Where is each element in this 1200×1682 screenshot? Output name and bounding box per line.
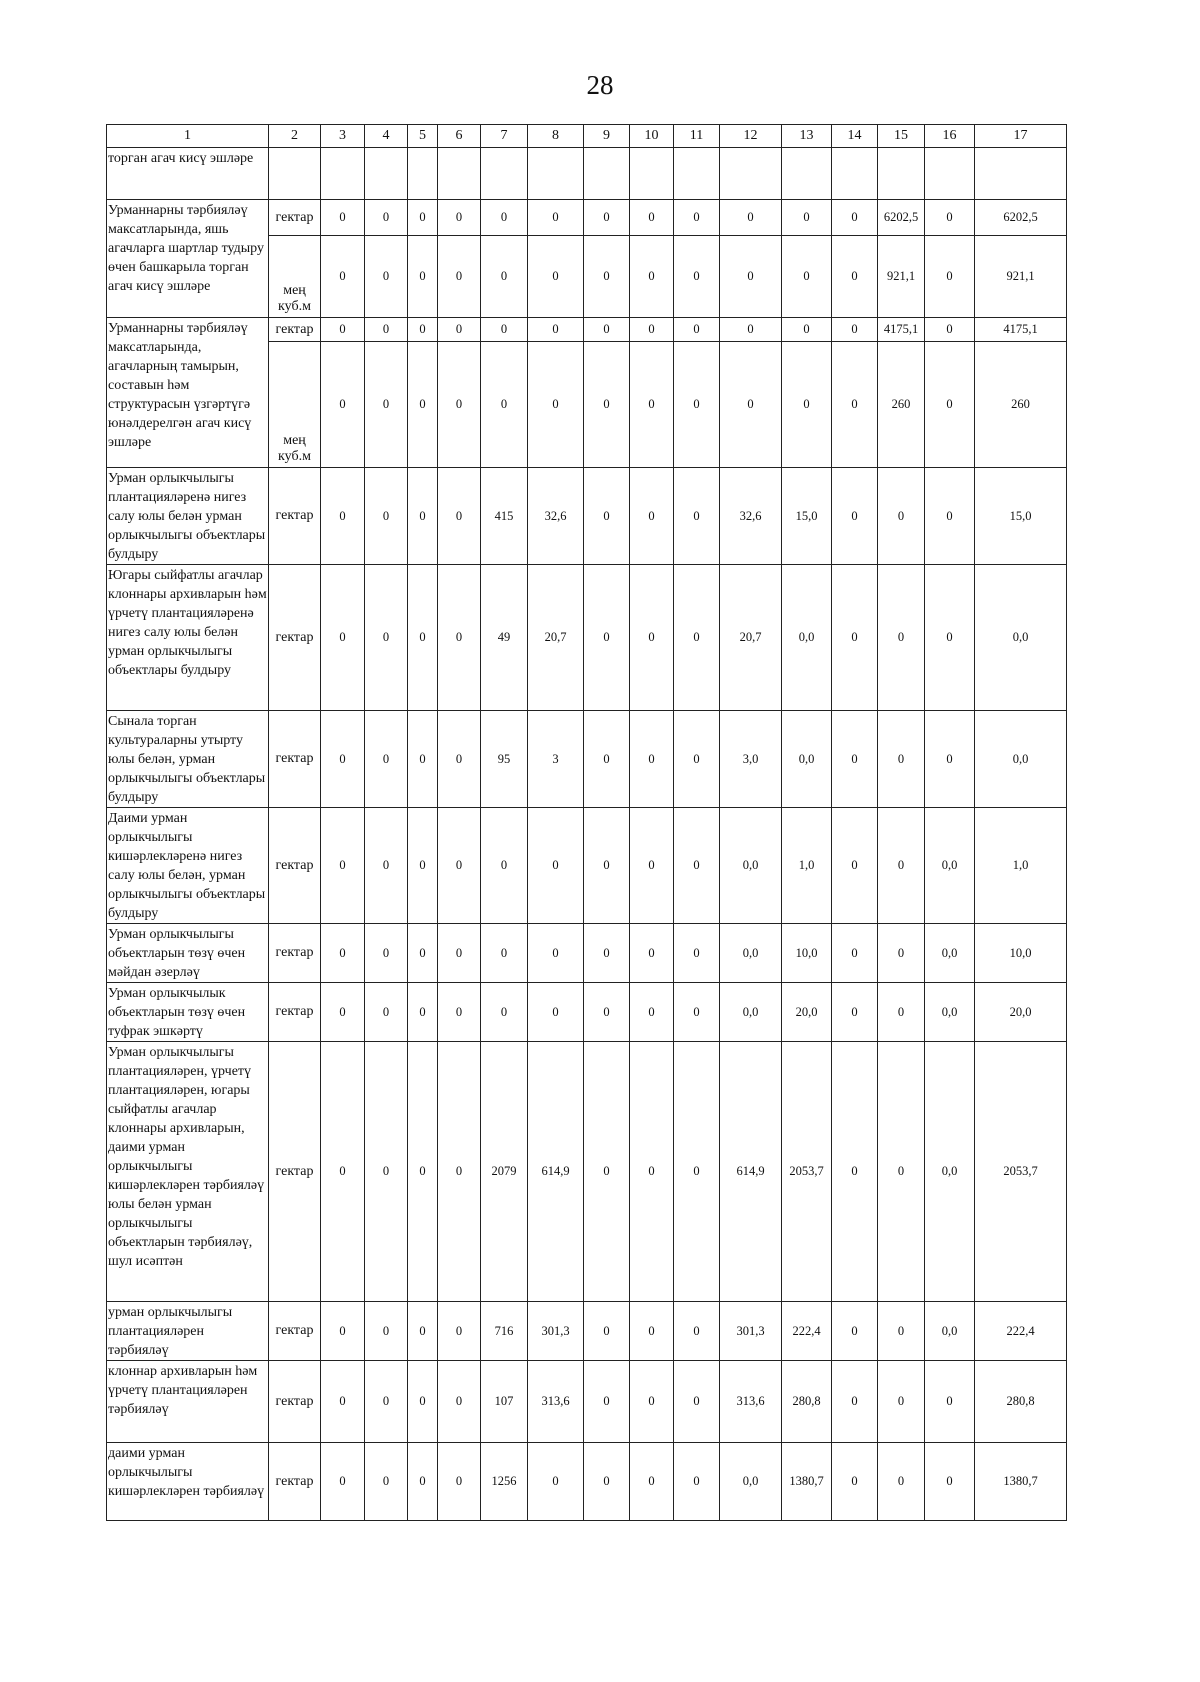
value-cell: 10,0 [975, 924, 1067, 983]
value-cell: 0 [630, 236, 674, 318]
value-cell: 1380,7 [975, 1443, 1067, 1521]
unit-cell: гектар [269, 318, 321, 342]
value-cell [878, 148, 925, 200]
value-cell: 0 [481, 983, 528, 1042]
value-cell: 0 [321, 924, 365, 983]
value-cell: 0 [408, 565, 438, 711]
value-cell [720, 148, 782, 200]
value-cell: 0 [832, 565, 878, 711]
value-cell: 0 [674, 342, 720, 468]
unit-cell: мең куб.м [269, 342, 321, 468]
value-cell: 0 [674, 1302, 720, 1361]
value-cell: 0 [720, 318, 782, 342]
unit-cell [269, 148, 321, 200]
value-cell: 0 [832, 808, 878, 924]
value-cell: 0 [321, 1443, 365, 1521]
value-cell: 0 [438, 318, 481, 342]
value-cell: 0 [782, 342, 832, 468]
value-cell: 0 [365, 1443, 408, 1521]
value-cell: 0 [630, 983, 674, 1042]
value-cell: 0 [481, 924, 528, 983]
value-cell: 0 [832, 236, 878, 318]
header-cell: 8 [528, 125, 584, 148]
value-cell: 0 [674, 1361, 720, 1443]
unit-cell: гектар [269, 924, 321, 983]
unit-cell: гектар [269, 1361, 321, 1443]
value-cell: 1,0 [975, 808, 1067, 924]
table-row [107, 1443, 1067, 1521]
value-cell: 0 [321, 711, 365, 808]
table-row [107, 318, 1067, 342]
value-cell: 1,0 [782, 808, 832, 924]
value-cell: 10,0 [782, 924, 832, 983]
value-cell: 0 [832, 1302, 878, 1361]
value-cell: 0 [481, 342, 528, 468]
value-cell: 0 [408, 1302, 438, 1361]
table-row [107, 983, 1067, 1042]
unit-cell: гектар [269, 1443, 321, 1521]
value-cell: 0,0 [925, 983, 975, 1042]
value-cell: 0 [584, 318, 630, 342]
value-cell: 0 [720, 200, 782, 236]
value-cell: 0 [321, 468, 365, 565]
value-cell: 0 [674, 1443, 720, 1521]
value-cell: 301,3 [720, 1302, 782, 1361]
value-cell: 0 [584, 924, 630, 983]
header-cell: 7 [481, 125, 528, 148]
value-cell: 0 [925, 565, 975, 711]
value-cell: 0 [878, 983, 925, 1042]
header-cell: 3 [321, 125, 365, 148]
value-cell [782, 148, 832, 200]
row-description: клоннар архивларын һәм үрчетү плантацияләрен тәрбияләү [107, 1361, 269, 1443]
value-cell: 0,0 [720, 1443, 782, 1521]
value-cell: 0 [321, 1361, 365, 1443]
value-cell [321, 148, 365, 200]
unit-cell: гектар [269, 983, 321, 1042]
value-cell: 0 [321, 318, 365, 342]
value-cell: 0 [365, 236, 408, 318]
value-cell: 0 [630, 565, 674, 711]
value-cell: 0 [528, 318, 584, 342]
value-cell: 0 [528, 1443, 584, 1521]
header-cell: 14 [832, 125, 878, 148]
value-cell: 716 [481, 1302, 528, 1361]
value-cell: 0 [878, 711, 925, 808]
table-row [107, 468, 1067, 565]
value-cell: 260 [975, 342, 1067, 468]
value-cell: 0 [674, 468, 720, 565]
unit-cell: гектар [269, 1302, 321, 1361]
value-cell: 0 [832, 1042, 878, 1302]
header-cell: 15 [878, 125, 925, 148]
value-cell: 20,7 [720, 565, 782, 711]
value-cell: 0 [674, 808, 720, 924]
unit-cell: мең куб.м [269, 236, 321, 318]
value-cell [584, 148, 630, 200]
row-description: Югары сыйфатлы агачлар клоннары архивларын һәм үрчетү плантацияләренә нигез салу юлы белән урман орлыкчылыгы объектлары булдыру [107, 565, 269, 711]
value-cell: 0 [321, 983, 365, 1042]
value-cell: 0 [674, 711, 720, 808]
value-cell: 0 [438, 342, 481, 468]
value-cell [481, 148, 528, 200]
value-cell: 0 [630, 924, 674, 983]
value-cell: 0,0 [720, 924, 782, 983]
value-cell: 0 [832, 924, 878, 983]
table-row [107, 924, 1067, 983]
value-cell: 0 [584, 200, 630, 236]
value-cell: 0 [438, 983, 481, 1042]
value-cell: 0 [481, 808, 528, 924]
value-cell: 0 [528, 924, 584, 983]
header-cell: 12 [720, 125, 782, 148]
value-cell: 0 [365, 924, 408, 983]
value-cell [438, 148, 481, 200]
table-row [107, 148, 1067, 200]
value-cell: 0 [321, 342, 365, 468]
value-cell: 20,0 [782, 983, 832, 1042]
value-cell: 0 [584, 1302, 630, 1361]
row-description: Урман орлыкчылыгы плантацияләрен, үрчетү плантацияләрен, югары сыйфатлы агачлар клоннары архивларын, даими урман орлыкчылыгы кишәрлекләрен тәрбияләү юлы белән урман орлыкчылыгы объектларын тәрбияләү, шул исәптән [107, 1042, 269, 1302]
value-cell: 15,0 [782, 468, 832, 565]
header-cell: 2 [269, 125, 321, 148]
value-cell: 0 [630, 1443, 674, 1521]
table-row [107, 1042, 1067, 1302]
value-cell: 0 [674, 318, 720, 342]
value-cell: 313,6 [528, 1361, 584, 1443]
value-cell: 0 [321, 565, 365, 711]
value-cell: 0 [630, 1042, 674, 1302]
value-cell: 107 [481, 1361, 528, 1443]
value-cell: 4175,1 [975, 318, 1067, 342]
value-cell: 0 [481, 236, 528, 318]
value-cell: 0,0 [720, 808, 782, 924]
value-cell: 0 [438, 924, 481, 983]
row-description: Урманнарны тәрбияләү максатларында, яшь агачларга шартлар тудыру өчен башкарыла торган агач кисү эшләре [107, 200, 269, 318]
value-cell: 0 [674, 983, 720, 1042]
value-cell: 0,0 [782, 711, 832, 808]
value-cell: 32,6 [528, 468, 584, 565]
value-cell: 0 [925, 342, 975, 468]
header-cell: 10 [630, 125, 674, 148]
value-cell: 0 [832, 711, 878, 808]
row-description: Урман орлыкчылык объектларын төзү өчен туфрак эшкәртү [107, 983, 269, 1042]
value-cell: 0 [584, 1361, 630, 1443]
value-cell: 280,8 [782, 1361, 832, 1443]
value-cell: 0 [321, 200, 365, 236]
value-cell: 0 [365, 318, 408, 342]
value-cell: 0 [408, 318, 438, 342]
value-cell: 0 [720, 342, 782, 468]
value-cell: 0 [674, 236, 720, 318]
header-cell: 13 [782, 125, 832, 148]
value-cell: 0 [782, 236, 832, 318]
value-cell: 0 [925, 1361, 975, 1443]
value-cell: 0 [438, 1042, 481, 1302]
value-cell: 0,0 [925, 1302, 975, 1361]
value-cell: 0 [630, 342, 674, 468]
value-cell: 0 [438, 808, 481, 924]
value-cell: 0 [674, 565, 720, 711]
value-cell: 0,0 [925, 924, 975, 983]
value-cell: 0 [925, 200, 975, 236]
value-cell: 0 [878, 1361, 925, 1443]
value-cell: 0 [925, 318, 975, 342]
value-cell: 0 [782, 200, 832, 236]
value-cell: 2053,7 [975, 1042, 1067, 1302]
value-cell: 0 [584, 236, 630, 318]
value-cell: 313,6 [720, 1361, 782, 1443]
value-cell: 280,8 [975, 1361, 1067, 1443]
header-cell: 17 [975, 125, 1067, 148]
value-cell: 0 [584, 711, 630, 808]
value-cell: 0 [481, 200, 528, 236]
value-cell: 0,0 [975, 711, 1067, 808]
value-cell: 0 [365, 342, 408, 468]
value-cell: 0 [674, 924, 720, 983]
value-cell: 0,0 [975, 565, 1067, 711]
value-cell: 921,1 [975, 236, 1067, 318]
value-cell: 0 [584, 1443, 630, 1521]
table-row [107, 808, 1067, 924]
value-cell: 0 [674, 1042, 720, 1302]
unit-cell: гектар [269, 200, 321, 236]
value-cell: 0 [365, 468, 408, 565]
value-cell: 4175,1 [878, 318, 925, 342]
value-cell: 0 [630, 808, 674, 924]
value-cell: 0 [365, 983, 408, 1042]
value-cell: 0 [408, 1361, 438, 1443]
value-cell [528, 148, 584, 200]
value-cell: 6202,5 [975, 200, 1067, 236]
value-cell: 0 [832, 1361, 878, 1443]
value-cell: 0 [365, 565, 408, 711]
value-cell: 20,7 [528, 565, 584, 711]
value-cell: 0 [408, 808, 438, 924]
value-cell: 0 [584, 1042, 630, 1302]
value-cell: 0 [832, 342, 878, 468]
value-cell [630, 148, 674, 200]
value-cell: 0 [321, 1042, 365, 1302]
value-cell: 0 [438, 1443, 481, 1521]
value-cell: 95 [481, 711, 528, 808]
value-cell: 0 [438, 200, 481, 236]
value-cell: 0 [438, 565, 481, 711]
value-cell: 0 [584, 565, 630, 711]
value-cell: 0 [438, 236, 481, 318]
value-cell: 32,6 [720, 468, 782, 565]
value-cell: 0 [630, 318, 674, 342]
value-cell: 0 [878, 468, 925, 565]
header-cell: 9 [584, 125, 630, 148]
value-cell: 0 [832, 318, 878, 342]
value-cell: 0 [528, 808, 584, 924]
unit-cell: гектар [269, 1042, 321, 1302]
value-cell: 0 [408, 200, 438, 236]
value-cell: 0 [365, 1361, 408, 1443]
value-cell [365, 148, 408, 200]
unit-cell: гектар [269, 808, 321, 924]
row-description: Урманнарны тәрбияләү максатларында, агачларның тамырын, составын һәм структурасын үзгәртүгә юнәлдерелгән агач кисү эшләре [107, 318, 269, 468]
value-cell [674, 148, 720, 200]
value-cell: 15,0 [975, 468, 1067, 565]
value-cell: 0 [782, 318, 832, 342]
value-cell: 0 [584, 808, 630, 924]
value-cell: 0 [720, 236, 782, 318]
value-cell: 0 [630, 1361, 674, 1443]
table-row [107, 1361, 1067, 1443]
value-cell: 0 [584, 468, 630, 565]
value-cell: 0 [408, 924, 438, 983]
value-cell: 0 [408, 1443, 438, 1521]
value-cell: 222,4 [782, 1302, 832, 1361]
row-description: даими урман орлыкчылыгы кишәрлекләрен тәрбияләү [107, 1443, 269, 1521]
value-cell: 260 [878, 342, 925, 468]
value-cell: 0 [365, 711, 408, 808]
value-cell [975, 148, 1067, 200]
value-cell: 0 [630, 200, 674, 236]
value-cell: 20,0 [975, 983, 1067, 1042]
value-cell [832, 148, 878, 200]
table-row [107, 565, 1067, 711]
value-cell: 0 [832, 1443, 878, 1521]
value-cell: 0 [925, 236, 975, 318]
value-cell: 1380,7 [782, 1443, 832, 1521]
value-cell: 0 [528, 342, 584, 468]
value-cell: 0 [321, 1302, 365, 1361]
value-cell: 2079 [481, 1042, 528, 1302]
value-cell: 0 [365, 1302, 408, 1361]
value-cell: 0 [584, 983, 630, 1042]
page-number: 28 [586, 70, 614, 100]
value-cell: 0 [878, 808, 925, 924]
value-cell: 0 [878, 565, 925, 711]
header-cell: 5 [408, 125, 438, 148]
value-cell: 3,0 [720, 711, 782, 808]
value-cell: 0,0 [720, 983, 782, 1042]
value-cell: 49 [481, 565, 528, 711]
value-cell: 0 [365, 200, 408, 236]
value-cell: 0 [408, 468, 438, 565]
value-cell: 0 [584, 342, 630, 468]
header-cell: 1 [107, 125, 269, 148]
table-row [107, 1302, 1067, 1361]
value-cell: 0,0 [925, 808, 975, 924]
table-row [107, 200, 1067, 236]
value-cell: 301,3 [528, 1302, 584, 1361]
header-cell: 16 [925, 125, 975, 148]
value-cell: 0 [528, 983, 584, 1042]
value-cell: 222,4 [975, 1302, 1067, 1361]
value-cell: 0 [674, 200, 720, 236]
value-cell: 0 [925, 1443, 975, 1521]
value-cell: 0 [630, 468, 674, 565]
value-cell: 0 [878, 1443, 925, 1521]
row-description: Сынала торган культураларны утырту юлы белән, урман орлыкчылыгы объектлары булдыру [107, 711, 269, 808]
header-row [107, 125, 1067, 148]
value-cell [408, 148, 438, 200]
value-cell: 0 [878, 1302, 925, 1361]
value-cell: 1256 [481, 1443, 528, 1521]
value-cell: 0 [481, 318, 528, 342]
value-cell: 0 [321, 808, 365, 924]
value-cell: 0 [408, 342, 438, 468]
value-cell: 0 [630, 1302, 674, 1361]
table-row [107, 711, 1067, 808]
value-cell: 0 [832, 468, 878, 565]
unit-cell: гектар [269, 468, 321, 565]
value-cell: 3 [528, 711, 584, 808]
value-cell: 0 [438, 468, 481, 565]
unit-cell: гектар [269, 565, 321, 711]
row-description: Даими урман орлыкчылыгы кишәрлекләренә нигез салу юлы белән, урман орлыкчылыгы объектлары булдыру [107, 808, 269, 924]
value-cell: 6202,5 [878, 200, 925, 236]
row-description: Урман орлыкчылыгы плантацияләренә нигез салу юлы белән урман орлыкчылыгы объектлары булдыру [107, 468, 269, 565]
value-cell: 0 [528, 200, 584, 236]
value-cell: 2053,7 [782, 1042, 832, 1302]
value-cell: 0 [408, 236, 438, 318]
header-cell: 11 [674, 125, 720, 148]
value-cell: 0,0 [925, 1042, 975, 1302]
value-cell: 0 [365, 808, 408, 924]
value-cell: 0 [925, 468, 975, 565]
value-cell: 0 [408, 983, 438, 1042]
row-description: торган агач кисү эшләре [107, 148, 269, 200]
value-cell: 0 [925, 711, 975, 808]
value-cell: 0,0 [782, 565, 832, 711]
value-cell: 614,9 [528, 1042, 584, 1302]
unit-cell: гектар [269, 711, 321, 808]
data-table [106, 124, 1067, 1521]
value-cell: 0 [832, 983, 878, 1042]
row-description: урман орлыкчылыгы плантацияләрен тәрбияләү [107, 1302, 269, 1361]
value-cell: 0 [878, 1042, 925, 1302]
value-cell: 0 [832, 200, 878, 236]
value-cell: 0 [408, 1042, 438, 1302]
header-cell: 6 [438, 125, 481, 148]
row-description: Урман орлыкчылыгы объектларын төзү өчен мәйдан әзерләү [107, 924, 269, 983]
value-cell [925, 148, 975, 200]
value-cell: 0 [438, 1361, 481, 1443]
value-cell: 614,9 [720, 1042, 782, 1302]
value-cell: 921,1 [878, 236, 925, 318]
value-cell: 0 [438, 1302, 481, 1361]
value-cell: 0 [528, 236, 584, 318]
value-cell: 0 [630, 711, 674, 808]
value-cell: 0 [878, 924, 925, 983]
value-cell: 415 [481, 468, 528, 565]
value-cell: 0 [438, 711, 481, 808]
header-cell: 4 [365, 125, 408, 148]
value-cell: 0 [321, 236, 365, 318]
value-cell: 0 [408, 711, 438, 808]
value-cell: 0 [365, 1042, 408, 1302]
